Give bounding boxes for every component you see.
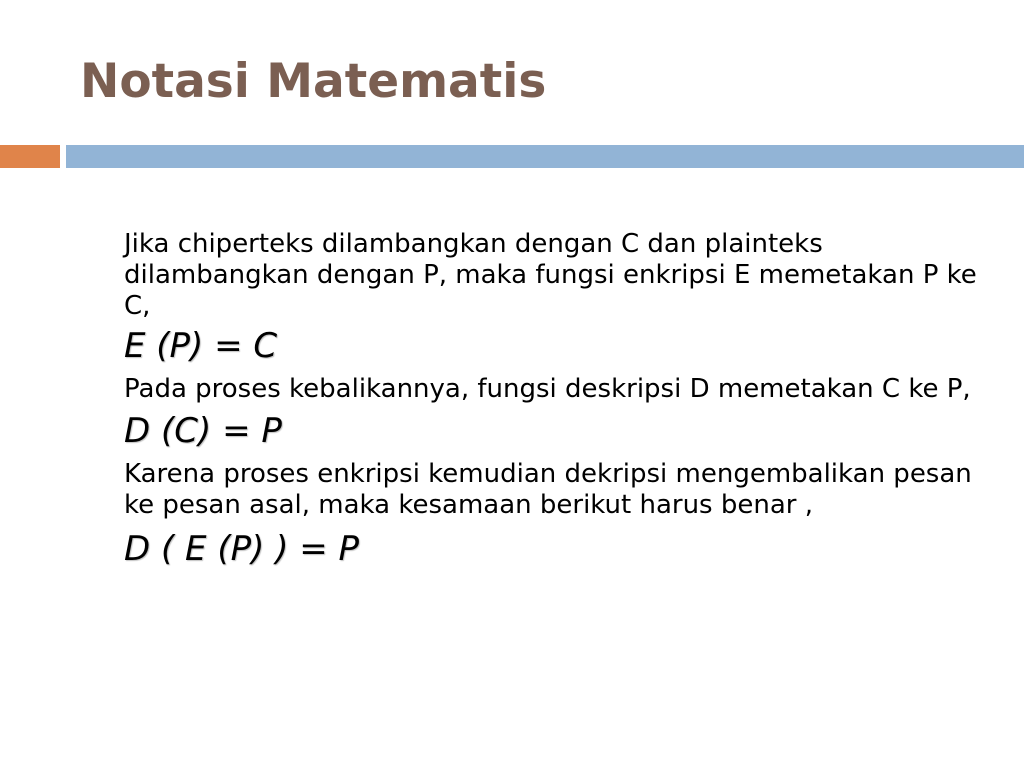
title-accent-bar-blue [66, 145, 1024, 168]
paragraph-decryption-definition: Pada proses kebalikannya, fungsi deskripsi D memetakan C ke P, [124, 374, 971, 404]
formula-identity: D ( E (P) ) = P [124, 529, 360, 569]
formula-decryption: D (C) = P [124, 411, 282, 451]
paragraph-identity-statement: Karena proses enkripsi kemudian dekripsi mengembalikan pesan ke pesan asal, maka kesamaan berikut harus benar , [124, 459, 972, 520]
title-accent-bar-orange [0, 145, 60, 168]
slide-body [124, 229, 1004, 569]
formula-encryption: E (P) = C [124, 326, 278, 366]
slide-title: Notasi Matematis [80, 54, 547, 109]
paragraph-encryption-definition: Jika chiperteks dilambangkan dengan C dan plainteks dilambangkan dengan P, maka fungsi enkripsi E memetakan P ke C, [124, 229, 977, 321]
